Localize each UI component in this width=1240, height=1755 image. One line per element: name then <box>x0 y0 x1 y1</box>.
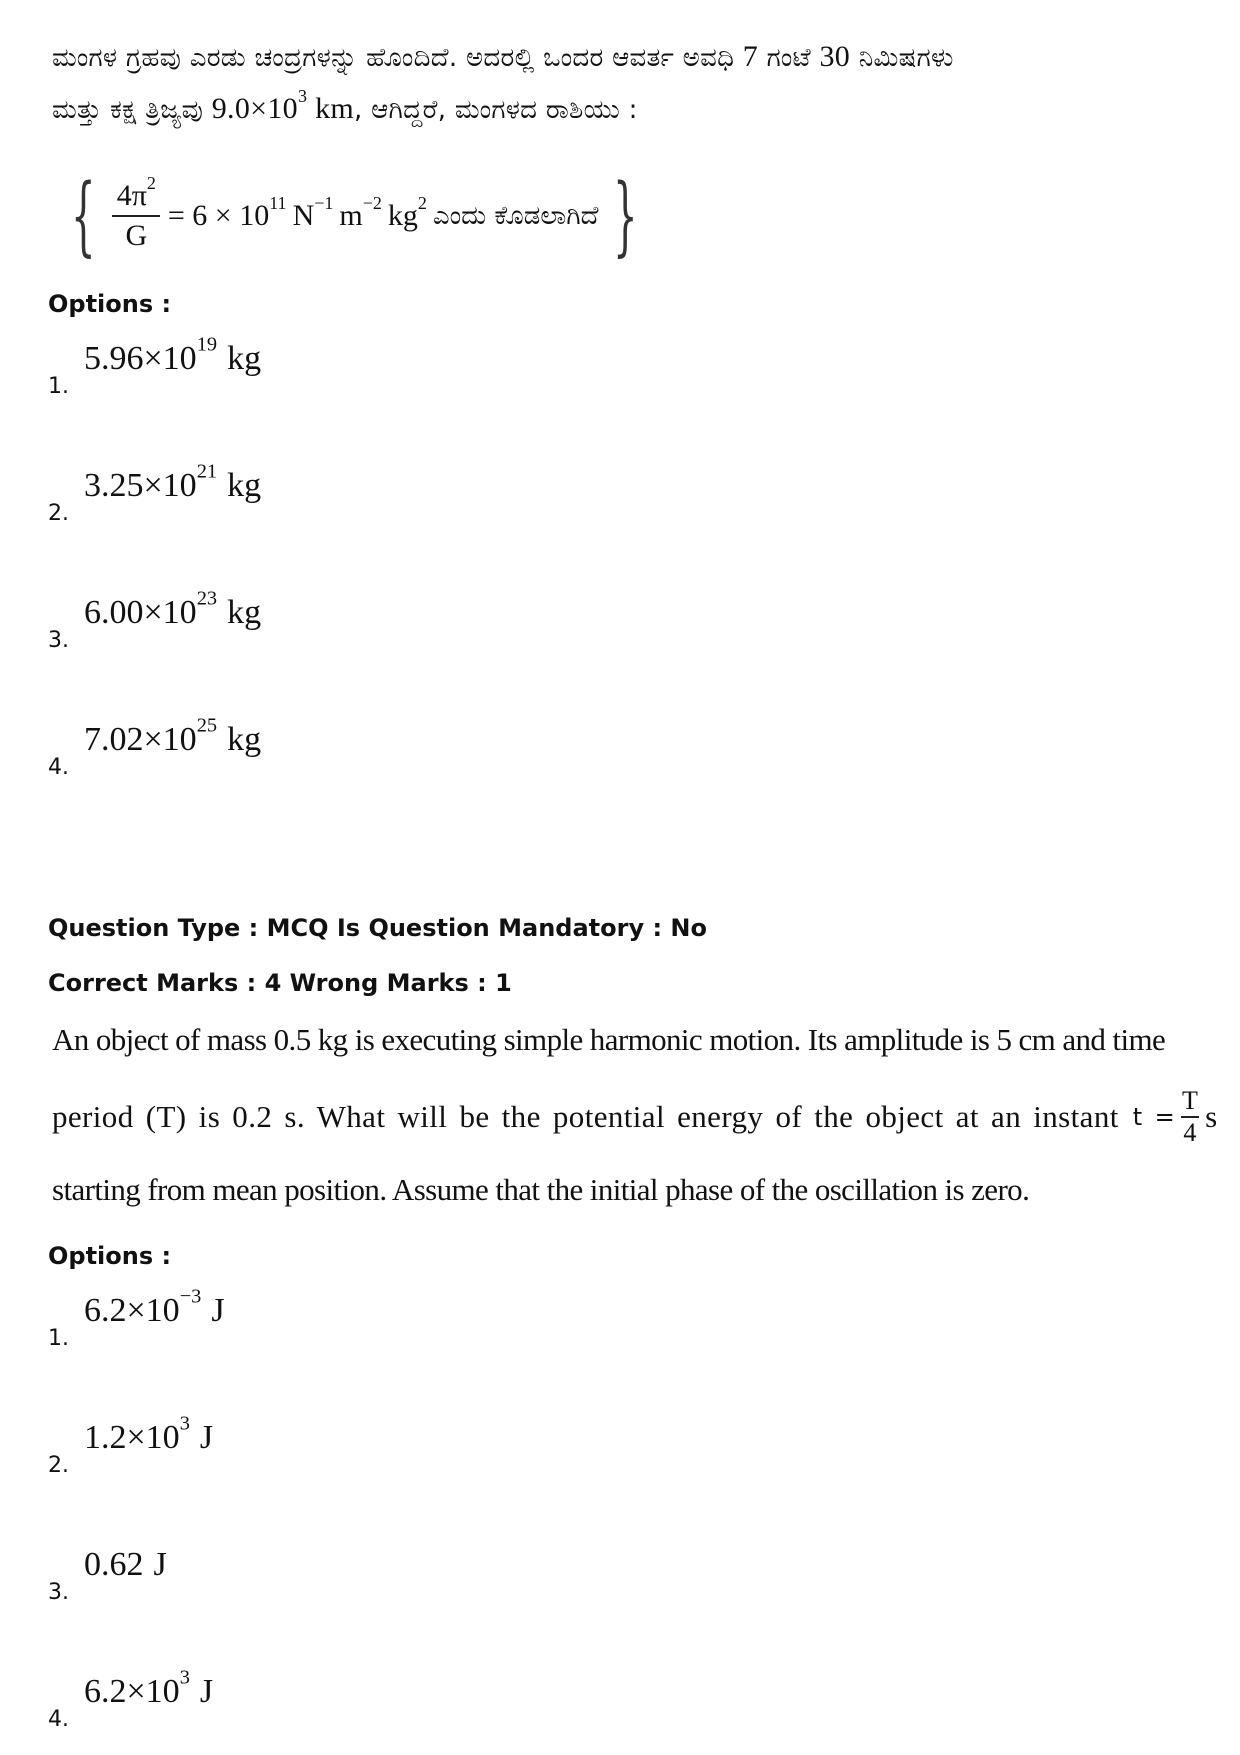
q2-option-2[interactable] <box>48 1412 448 1479</box>
q1-options-label: Options : <box>48 290 172 318</box>
q2-meta-type: Question Type : MCQ Is Question Mandatory : No <box>48 914 707 942</box>
option-value: $6.2\times 10^3$ J <box>84 1666 214 1710</box>
option-number: 3. <box>48 1580 69 1605</box>
option-value: $7.02\times 10^{25}$ kg <box>84 714 262 758</box>
given-fraction: $\frac{4\pi^2}{G}$ <box>111 179 162 253</box>
q1-given-constant <box>56 160 639 272</box>
q2-text-line-3: starting from mean position. Assume that the initial phase of the oscillation is zero. <box>52 1172 1030 1207</box>
option-number: 1. <box>48 374 69 399</box>
option-value: $1.2\times 10^3$ J <box>84 1412 214 1456</box>
option-value: $5.96\times 10^{19}$ kg <box>84 333 262 377</box>
q2-option-3[interactable] <box>48 1546 448 1606</box>
time-expression: t = T 4 s <box>1132 1086 1218 1147</box>
option-value: $6.00\times 10^{23}$ kg <box>84 587 262 631</box>
option-number: 2. <box>48 1453 69 1478</box>
q1-option-4[interactable] <box>48 714 448 781</box>
q1-text-line-1: ಮಂಗಳ ಗ್ರಹವು ಎರಡು ಚಂದ್ರಗಳನ್ನು ಹೊಂದಿದೆ. ಅದರಲ್ಲಿ ಒಂದರ ಆವರ್ತ ಅವಧಿ 7 ಗಂಟೆ 30 ನಿಮಿಷಗಳು <box>52 40 954 73</box>
q2-options-label: Options : <box>48 1242 172 1270</box>
q1-option-3[interactable] <box>48 587 448 654</box>
q2-meta-marks: Correct Marks : 4 Wrong Marks : 1 <box>48 969 512 997</box>
option-value: 0.62 J <box>84 1546 167 1583</box>
q2-text-line-1: An object of mass 0.5 kg is executing simple harmonic motion. Its amplitude is 5 cm and time <box>52 1022 1166 1057</box>
option-number: 4. <box>48 755 69 780</box>
option-number: 4. <box>48 1707 69 1732</box>
q1-text-line-2: ಮತ್ತು ಕಕ್ಷ ತ್ರಿಜ್ಯವು $9.0\times 10^3$ km, ಆಗಿದ್ದರೆ, ಮಂಗಳದ ರಾಶಿಯು : <box>52 85 638 125</box>
q2-option-1[interactable] <box>48 1285 448 1352</box>
left-brace: { <box>71 166 96 266</box>
right-brace: } <box>613 166 639 266</box>
option-value: $6.2\times 10^{-3}$ J <box>84 1285 225 1329</box>
q2-text-line-2: period (T) is 0.2 s. What will be the potential energy of the object at an instant t = T 4 s <box>52 1086 1218 1147</box>
option-number: 1. <box>48 1326 69 1351</box>
option-value: $3.25\times 10^{21}$ kg <box>84 460 262 504</box>
q1-option-1[interactable] <box>48 333 448 400</box>
q1-option-2[interactable] <box>48 460 448 527</box>
option-number: 2. <box>48 501 69 526</box>
option-number: 3. <box>48 628 69 653</box>
given-value: = $6 \times 10^{11}$ $N^{-1}$ $m^{-2}$ $kg^2$ ಎಂದು ಕೊಡಲಾಗಿದೆ <box>167 192 599 232</box>
q2-option-4[interactable] <box>48 1666 448 1733</box>
